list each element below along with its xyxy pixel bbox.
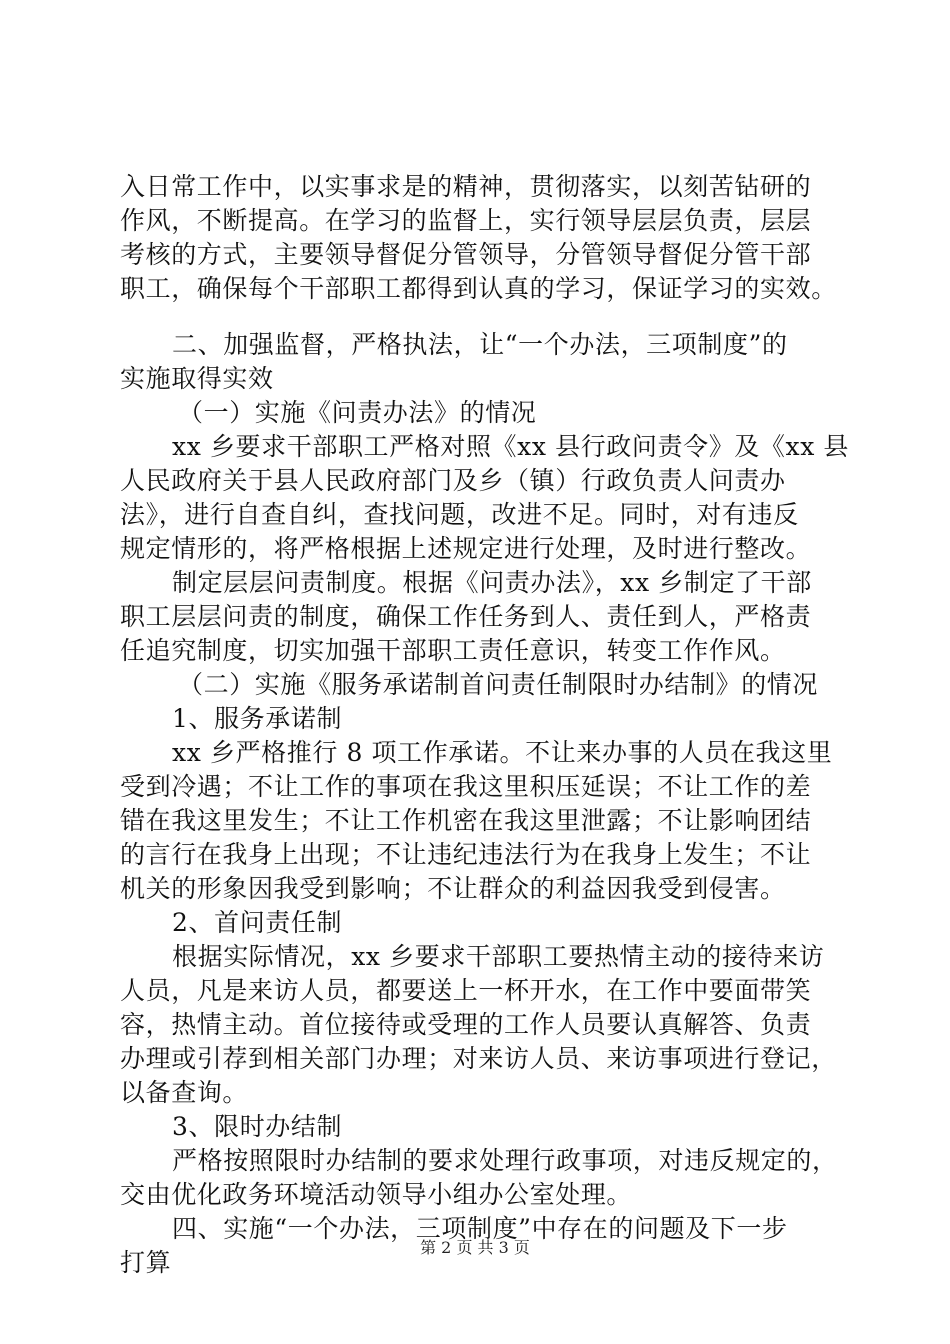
subsection-heading: （一）实施《问责办法》的情况: [178, 398, 537, 427]
section-heading: 四、实施“一个办法，三项制度”中存在的问题及下一步: [172, 1214, 788, 1243]
text-line: 人员，凡是来访人员，都要送上一杯开水，在工作中要面带笑: [120, 976, 812, 1005]
section-heading-cont: 实施取得实效: [120, 364, 274, 393]
item-heading: 3、限时办结制: [172, 1112, 343, 1141]
text-line: 以备查询。: [120, 1078, 249, 1107]
text-line: 法》，进行自查自纠，查找问题，改进不足。同时，对有违反: [120, 500, 799, 529]
paragraph-gap: [120, 306, 840, 328]
text-line: 考核的方式，主要领导督促分管领导，分管领导督促分管干部: [120, 240, 812, 269]
text-line: 容，热情主动。首位接待或受理的工作人员要认真解答、负责: [120, 1010, 812, 1039]
text-line: 受到冷遇；不让工作的事项在我这里积压延误；不让工作的差: [120, 772, 812, 801]
text-line: 根据实际情况，xx 乡要求干部职工要热情主动的接待来访: [172, 942, 825, 971]
text-line: 错在我这里发生；不让工作机密在我这里泄露；不让影响团结: [120, 806, 812, 835]
section-heading-cont: 打算: [120, 1248, 172, 1277]
page-number: 第 2 页 共 3 页: [420, 1238, 530, 1257]
subsection-heading: （二）实施《服务承诺制首问责任制限时办结制》的情况: [178, 670, 819, 699]
text-line: xx 乡严格推行 8 项工作承诺。不让来办事的人员在我这里: [172, 738, 833, 767]
item-heading: 1、服务承诺制: [172, 704, 343, 733]
text-line: 的言行在我身上出现；不让违纪违法行为在我身上发生；不让: [120, 840, 812, 869]
text-line: 入日常工作中，以实事求是的精神，贯彻落实，以刻苦钻研的: [120, 172, 812, 201]
item-heading: 2、首问责任制: [172, 908, 343, 937]
text-line: 作风，不断提高。在学习的监督上，实行领导层层负责，层层: [120, 206, 812, 235]
text-line: 办理或引荐到相关部门办理；对来访人员、来访事项进行登记，: [120, 1044, 837, 1073]
text-line: 严格按照限时办结制的要求处理行政事项，对违反规定的，: [172, 1146, 838, 1175]
text-line: 职工，确保每个干部职工都得到认真的学习，保证学习的实效。: [120, 274, 837, 303]
text-line: 机关的形象因我受到影响；不让群众的利益因我受到侵害。: [120, 874, 786, 903]
text-line: 职工层层问责的制度，确保工作任务到人、责任到人，严格责: [120, 602, 812, 631]
section-heading: 二、加强监督，严格执法，让“一个办法，三项制度”的: [172, 330, 788, 359]
text-line: xx 乡要求干部职工严格对照《xx 县行政问责令》及《xx 县: [172, 432, 850, 461]
text-line: 交由优化政务环境活动领导小组办公室处理。: [120, 1180, 633, 1209]
text-line: 人民政府关于县人民政府部门及乡（镇）行政负责人问责办: [120, 466, 786, 495]
text-line: 制定层层问责制度。根据《问责办法》，xx 乡制定了干部: [172, 568, 812, 597]
text-line: 任追究制度，切实加强干部职工责任意识，转变工作作风。: [120, 636, 786, 665]
document-body: [120, 170, 850, 1280]
text-line: 规定情形的，将严格根据上述规定进行处理，及时进行整改。: [120, 534, 812, 563]
